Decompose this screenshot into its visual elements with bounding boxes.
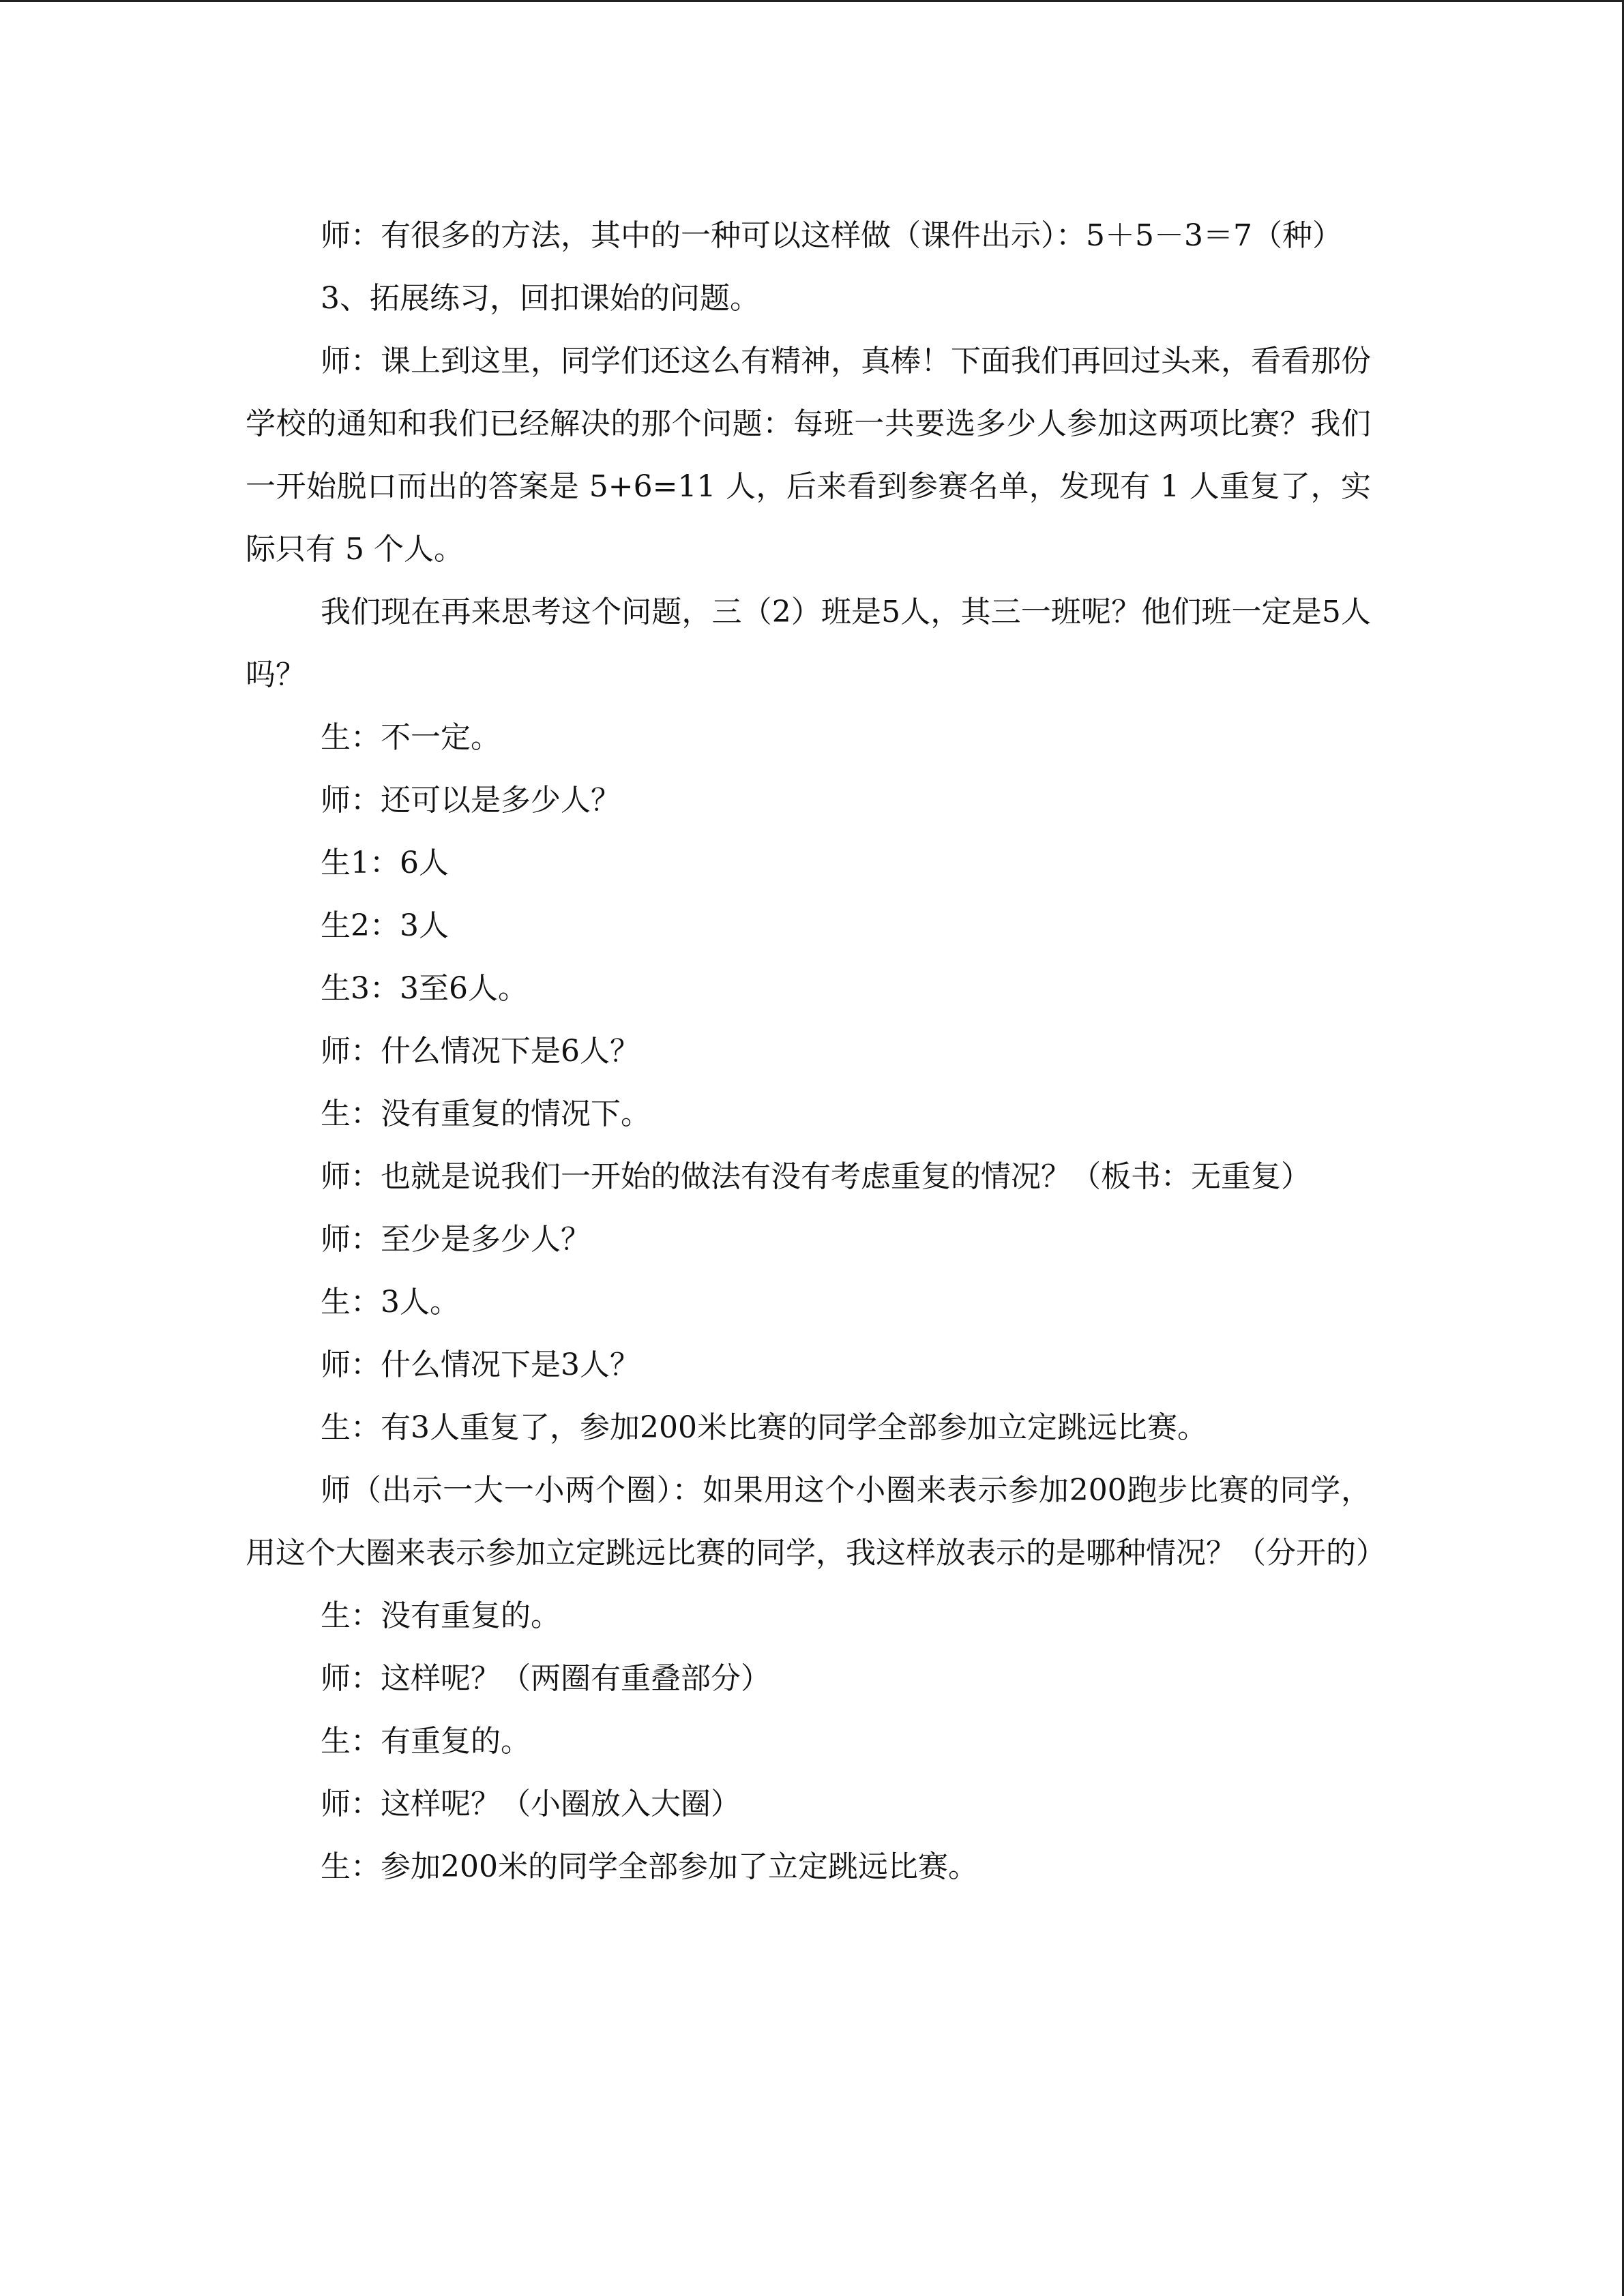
paragraph-student-2: 生2：3人 — [321, 908, 449, 943]
paragraph-section-3: 3、拓展练习，回扣课始的问题。 — [321, 281, 760, 316]
paragraph-student-nested: 生：参加200米的同学全部参加了立定跳远比赛。 — [321, 1849, 978, 1884]
paragraph-student-3: 生3：3至6人。 — [321, 971, 528, 1006]
paragraph-student-1: 生1：6人 — [321, 846, 449, 880]
paragraph-teacher-board-note: 师：也就是说我们一开始的做法有没有考虑重复的情况？（板书：无重复） — [321, 1159, 1311, 1194]
paragraph-student-not-sure: 生：不一定。 — [321, 720, 501, 755]
paragraph-student-separate: 生：没有重复的。 — [321, 1598, 561, 1633]
paragraph-student-all-repeat: 生：有3人重复了，参加200米比赛的同学全部参加立定跳远比赛。 — [321, 1410, 1207, 1445]
paragraph-teacher-when-6: 师：什么情况下是6人？ — [321, 1034, 640, 1069]
paragraph-student-3-people: 生：3人。 — [321, 1285, 460, 1320]
paragraph-teacher-review: 师：课上到这里，同学们还这么有精神，真棒！下面我们再回过头来，看看那份学校的通知和我们已经解决的那个问题：每班一共要选多少人参加这两项比赛？我们一开始脱口而出的答案是 5+6=11 人，后来看到参赛名单，发现有 1 人重复了，实际只有 5 个人。 — [246, 344, 1371, 567]
paragraph-student-no-repeat: 生：没有重复的情况下。 — [321, 1097, 651, 1131]
paragraph-teacher-overlap: 师：这样呢？（两圈有重叠部分） — [321, 1661, 771, 1696]
paragraph-student-overlap: 生：有重复的。 — [321, 1724, 531, 1759]
paragraph-teacher-how-many: 师：还可以是多少人？ — [321, 783, 621, 818]
paragraph-teacher-minimum: 师：至少是多少人？ — [321, 1222, 591, 1257]
document-body — [246, 205, 1386, 1898]
paragraph-teacher-method: 师：有很多的方法，其中的一种可以这样做（课件出示）：5＋5－3＝7（种） — [321, 218, 1342, 253]
paragraph-teacher-nested: 师：这样呢？（小圈放入大圈） — [321, 1787, 741, 1821]
paragraph-teacher-when-3: 师：什么情况下是3人？ — [321, 1347, 640, 1382]
paragraph-teacher-circles: 师（出示一大一小两个圈）：如果用这个小圈来表示参加200跑步比赛的同学，用这个大圈来表示参加立定跳远比赛的同学，我这样放表示的是哪种情况？（分开的） — [246, 1473, 1386, 1570]
paragraph-rethink-question: 我们现在再来思考这个问题，三（2）班是5人，其三一班呢？他们班一定是5人吗？ — [246, 595, 1371, 692]
